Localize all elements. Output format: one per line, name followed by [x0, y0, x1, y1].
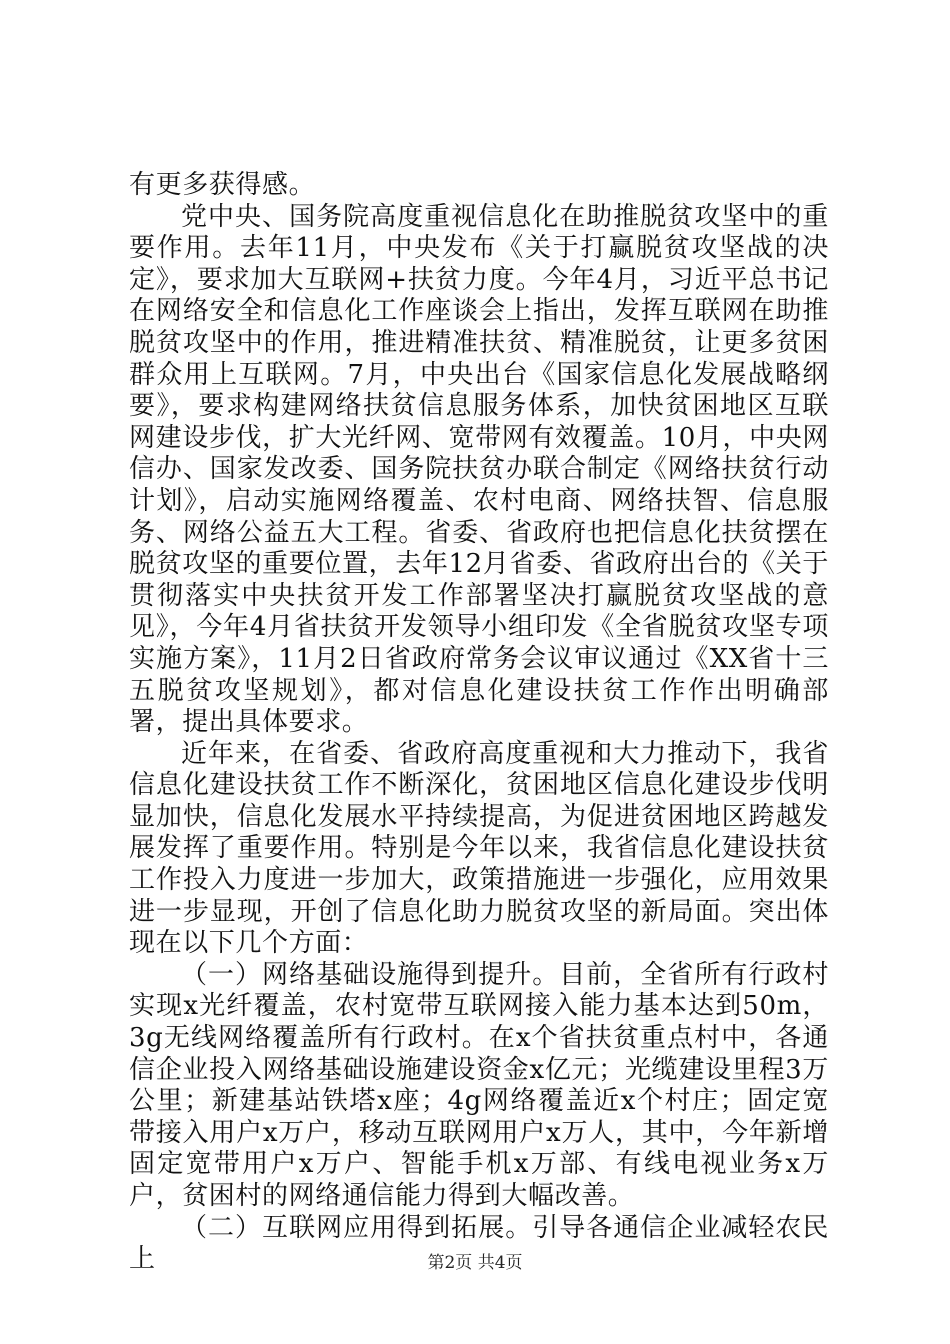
paragraph-internet-applications: （二）互联网应用得到拓展。引导各通信企业减轻农民上 — [129, 1212, 829, 1275]
paragraph-central-policy: 党中央、国务院高度重视信息化在助推脱贫攻坚中的重要作用。去年11月，中央发布《关于打赢脱贫攻坚战的决定》，要求加大互联网+扶贫力度。今年4月，习近平总书记在网络安全和信息化工作座谈会上指出，发挥互联网在助推脱贫攻坚中的作用，推进精准扶贫、精准脱贫，让更多贫困群众用上互联网。7月，中央出台《国家信息化发展战略纲要》，要求构建网络扶贫信息服务体系，加快贫困地区互联网建设步伐，扩大光纤网、宽带网有效覆盖。10月，中央网信办、国家发改委、国务院扶贫办联合制定《网络扶贫行动计划》，启动实施网络覆盖、农村电商、网络扶智、信息服务、网络公益五大工程。省委、省政府也把信息化扶贫摆在脱贫攻坚的重要位置，去年12月省委、省政府出台的《关于贯彻落实中央扶贫开发工作部署坚决打赢脱贫攻坚战的意见》，今年4月省扶贫开发领导小组印发《全省脱贫攻坚专项实施方案》，11月2日省政府常务会议审议通过《XX省十三五脱贫攻坚规划》，都对信息化建设扶贫工作作出明确部署，提出具体要求。 — [129, 201, 829, 738]
paragraph-network-infrastructure: （一）网络基础设施得到提升。目前，全省所有行政村实现x光纤覆盖，农村宽带互联网接入能力基本达到50m，3g无线网络覆盖所有行政村。在x个省扶贫重点村中，各通信企业投入网络基础设施建设资金x亿元；光缆建设里程3万公里；新建基站铁塔x座；4g网络覆盖近x个村庄；固定宽带接入用户x万户，移动互联网用户x万人，其中，今年新增固定宽带用户x万户、智能手机x万部、有线电视业务x万户，贫困村的网络通信能力得到大幅改善。 — [129, 959, 829, 1211]
paragraph-continuation: 有更多获得感。 — [129, 170, 316, 200]
paragraph-provincial-progress: 近年来，在省委、省政府高度重视和大力推动下，我省信息化建设扶贫工作不断深化，贫困地区信息化建设步伐明显加快，信息化发展水平持续提高，为促进贫困地区跨越发展发挥了重要作用。特别是今年以来，我省信息化建设扶贫工作投入力度进一步加大，政策措施进一步强化，应用效果进一步显现，开创了信息化助力脱贫攻坚的新局面。突出体现在以下几个方面： — [129, 738, 829, 959]
page-footer: 第2页 共4页 — [427, 1253, 523, 1273]
document-body — [129, 170, 829, 1276]
